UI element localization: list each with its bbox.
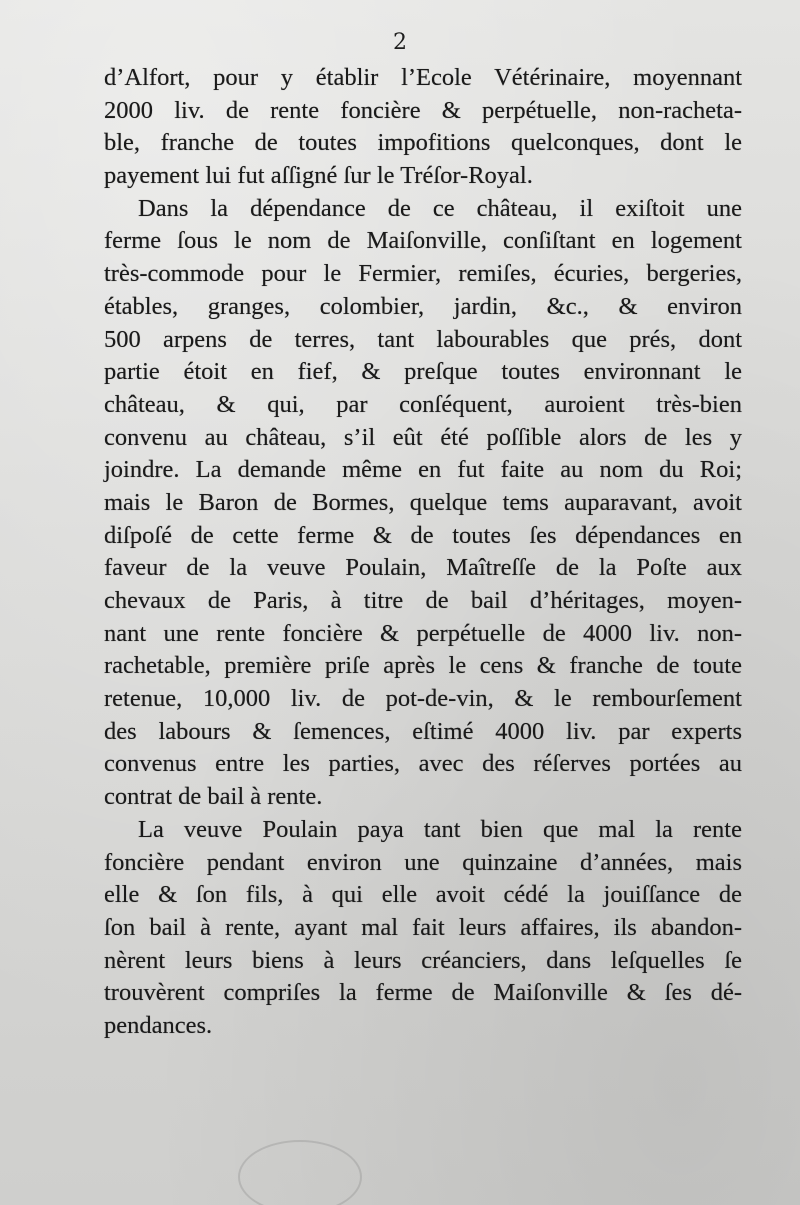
text-line: étables, granges, colombier, jardin, &c., & environ <box>104 292 742 320</box>
text-line: mais le Baron de Bormes, quelque tems auparavant, avoit <box>104 488 742 516</box>
faded-stamp <box>238 1140 362 1205</box>
page-number: 2 <box>393 30 407 55</box>
text-line: foncière pendant environ une quinzaine d’années, mais <box>104 848 742 876</box>
text-line: chevaux de Paris, à titre de bail d’héritages, moyen- <box>104 587 742 614</box>
text-line: pendances. <box>104 1011 213 1039</box>
text-line: trouvèrent compriſes la ferme de Maiſonville & ſes dé- <box>104 979 742 1007</box>
text-line: elle & ſon fils, à qui elle avoit cédé la jouiſſance de <box>104 881 742 909</box>
paragraph-start-line: La veuve Poulain paya tant bien que mal la rente <box>138 815 742 843</box>
text-line: partie étoit en fief, & preſque toutes environnant le <box>104 358 742 386</box>
body-text <box>104 62 742 1043</box>
text-line: nèrent leurs biens à leurs créanciers, dans leſquelles ſe <box>104 946 742 974</box>
text-line: 500 arpens de terres, tant labourables que prés, dont <box>104 325 742 353</box>
text-line: rachetable, première priſe après le cens & franche de toute <box>104 652 742 680</box>
text-line: retenue, 10,000 liv. de pot-de-vin, & le rembourſement <box>104 685 742 713</box>
text-line: diſpoſé de cette ferme & de toutes ſes dépendances en <box>104 521 742 549</box>
text-line: ferme ſous le nom de Maiſonville, conſiſtant en logement <box>104 227 742 255</box>
text-line: joindre. La demande même en fut faite au nom du Roi; <box>104 456 742 484</box>
text-line: faveur de la veuve Poulain, Maîtreſſe de la Poſte aux <box>104 554 742 582</box>
text-line: des labours & ſemences, eſtimé 4000 liv. par experts <box>104 717 742 745</box>
text-line: 2000 liv. de rente foncière & perpétuelle, non-racheta- <box>104 96 742 124</box>
text-line: nant une rente foncière & perpétuelle de 4000 liv. non- <box>104 619 742 647</box>
text-line: ſon bail à rente, ayant mal fait leurs affaires, ils abandon- <box>104 913 742 941</box>
text-line: convenus entre les parties, avec des réſerves portées au <box>104 750 742 778</box>
paragraph-start-line: Dans la dépendance de ce château, il exiſtoit une <box>138 194 742 222</box>
text-line: payement lui fut aſſigné ſur le Tréſor-Royal. <box>104 162 533 190</box>
text-line: contrat de bail à rente. <box>104 783 323 811</box>
text-line: château, & qui, par conſéquent, auroient très-bien <box>104 390 742 418</box>
text-line: très-commode pour le Fermier, remiſes, écuries, bergeries, <box>104 260 742 288</box>
text-line: ble, franche de toutes impofitions quelconques, dont le <box>104 129 742 157</box>
text-line: d’Alfort, pour y établir l’Ecole Vétérinaire, moyennant <box>104 64 742 91</box>
text-line: convenu au château, s’il eût été poſſible alors de les y <box>104 423 742 451</box>
